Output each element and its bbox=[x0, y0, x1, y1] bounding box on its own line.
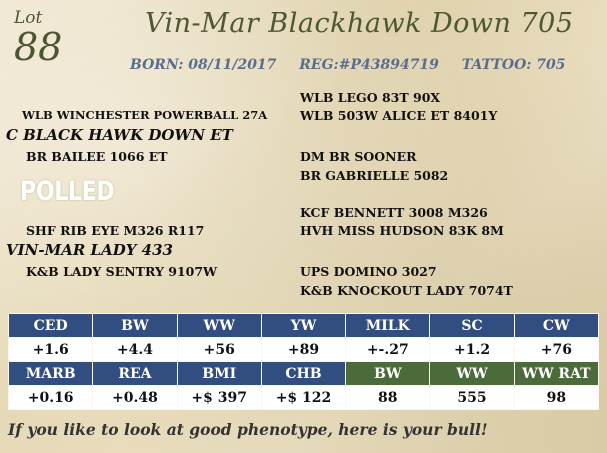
epd-value-ww: +56 bbox=[177, 338, 261, 362]
sire-sire-sire: WLB LEGO 83T 90X bbox=[300, 90, 441, 105]
registration-info bbox=[130, 57, 566, 73]
epd-value-bw: +4.4 bbox=[93, 338, 177, 362]
dam-sire-sire: KCF BENNETT 3008 M326 bbox=[300, 205, 488, 220]
actual-header-ww: WW bbox=[430, 362, 514, 386]
epd-value-sc: +1.2 bbox=[430, 338, 514, 362]
epd-value-cw: +76 bbox=[514, 338, 598, 362]
sire-dam-dam: BR GABRIELLE 5082 bbox=[300, 168, 449, 183]
epd-header-bmi: BMI bbox=[177, 362, 261, 386]
epd-table bbox=[8, 313, 599, 410]
epd-header-yw: YW bbox=[261, 314, 345, 338]
actual-value-bw: 88 bbox=[346, 386, 430, 410]
epd-header-chb: CHB bbox=[261, 362, 345, 386]
epd-header-sc: SC bbox=[430, 314, 514, 338]
actual-value-ww: 555 bbox=[430, 386, 514, 410]
epd-header-rea: REA bbox=[93, 362, 177, 386]
sire: C BLACK HAWK DOWN ET bbox=[6, 126, 233, 144]
tattoo: TATTOO: 705 bbox=[461, 57, 566, 73]
dam-dam-dam: K&B KNOCKOUT LADY 7074T bbox=[300, 283, 513, 298]
epd-value-bmi: +$ 397 bbox=[177, 386, 261, 410]
dam-dam: K&B LADY SENTRY 9107W bbox=[26, 264, 218, 279]
actual-header-bw: BW bbox=[346, 362, 430, 386]
epd-header-ced: CED bbox=[9, 314, 93, 338]
lot-label: Lot bbox=[14, 8, 43, 28]
dam-sire-dam: HVH MISS HUDSON 83K 8M bbox=[300, 223, 504, 238]
tagline: If you like to look at good phenotype, here is your bull! bbox=[8, 420, 488, 439]
epd-value-chb: +$ 122 bbox=[261, 386, 345, 410]
epd-value-rea: +0.48 bbox=[93, 386, 177, 410]
dam-dam-sire: UPS DOMINO 3027 bbox=[300, 264, 437, 279]
dam: VIN-MAR LADY 433 bbox=[6, 241, 173, 259]
epd-header-cw: CW bbox=[514, 314, 598, 338]
animal-name: Vin-Mar Blackhawk Down 705 bbox=[145, 8, 574, 39]
epd-header-marb: MARB bbox=[9, 362, 93, 386]
epd-header-milk: MILK bbox=[346, 314, 430, 338]
epd-header-row-1 bbox=[9, 314, 599, 338]
polled-badge: POLLED bbox=[20, 176, 115, 207]
lot-number: 88 bbox=[14, 25, 63, 69]
epd-value-marb: +0.16 bbox=[9, 386, 93, 410]
sire-sire-dam: WLB 503W ALICE ET 8401Y bbox=[300, 108, 498, 123]
sire-dam-sire: DM BR SOONER bbox=[300, 149, 417, 164]
epd-header-bw: BW bbox=[93, 314, 177, 338]
epd-value-row-1 bbox=[9, 338, 599, 362]
epd-value-milk: +-.27 bbox=[346, 338, 430, 362]
actual-value-ww-ratio: 98 bbox=[514, 386, 598, 410]
epd-header-ww: WW bbox=[177, 314, 261, 338]
sire-dam: BR BAILEE 1066 ET bbox=[26, 149, 168, 164]
actual-header-ww-ratio: WW RAT bbox=[514, 362, 598, 386]
registration-number: REG:#P43894719 bbox=[299, 57, 439, 73]
epd-value-row-2 bbox=[9, 386, 599, 410]
sire-sire: WLB WINCHESTER POWERBALL 27A bbox=[22, 108, 268, 122]
dam-sire: SHF RIB EYE M326 R117 bbox=[26, 223, 205, 238]
birth-date: BORN: 08/11/2017 bbox=[130, 57, 277, 73]
epd-value-ced: +1.6 bbox=[9, 338, 93, 362]
epd-value-yw: +89 bbox=[261, 338, 345, 362]
epd-header-row-2 bbox=[9, 362, 599, 386]
